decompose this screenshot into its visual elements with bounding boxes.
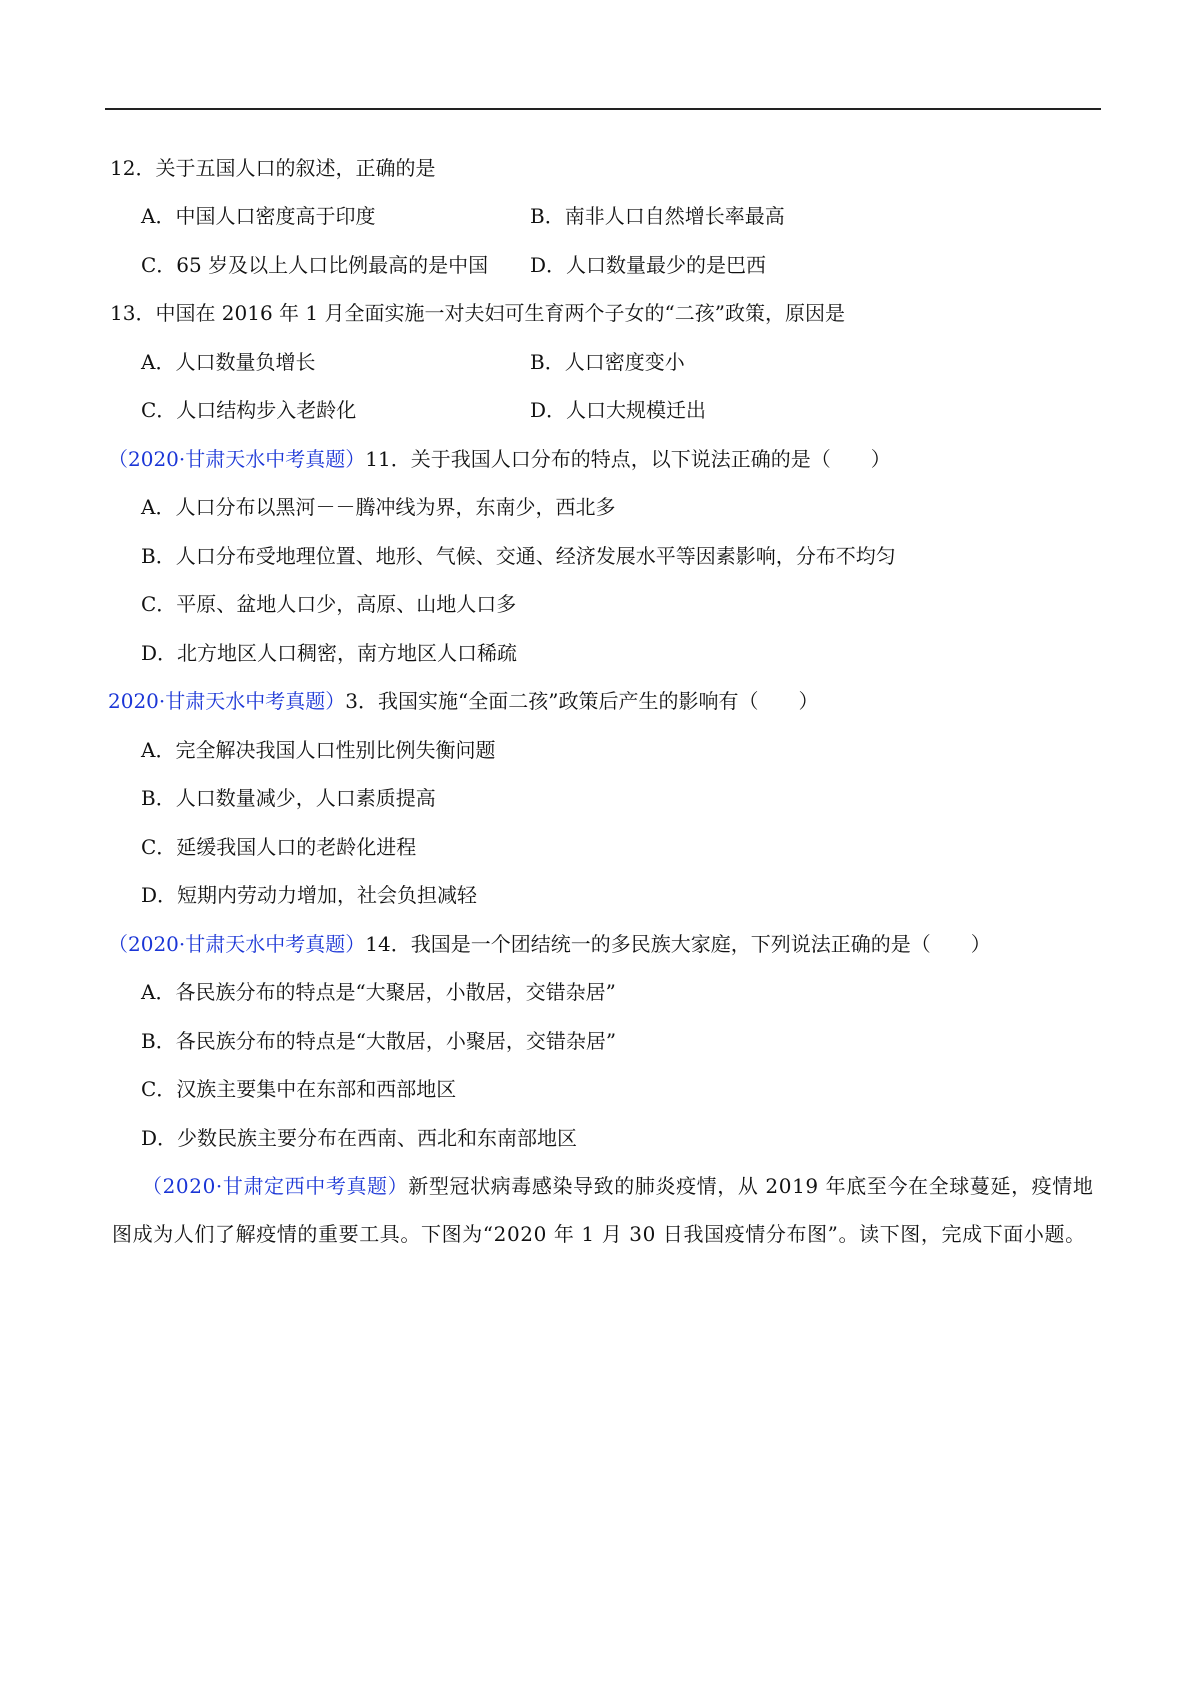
question-13-option-d: D．人口大规模迁出 bbox=[530, 398, 707, 422]
question-tianshui-11 bbox=[108, 446, 891, 472]
question-14-option-c: C．汉族主要集中在东部和西部地区 bbox=[141, 1077, 457, 1101]
question-12-option-d: D．人口数量最少的是巴西 bbox=[530, 253, 767, 277]
question-13-stem: 13．中国在 2016 年 1 月全面实施一对夫妇可生育两个子女的“二孩”政策，原因是 bbox=[110, 301, 845, 325]
question-13-option-c: C．人口结构步入老龄化 bbox=[141, 398, 357, 422]
question-11-option-c: C．平原、盆地人口少，高原、山地人口多 bbox=[141, 592, 517, 616]
question-stem: 14．我国是一个团结统一的多民族大家庭，下列说法正确的是（ ） bbox=[365, 932, 991, 956]
question-12-option-b: B．南非人口自然增长率最高 bbox=[530, 204, 785, 228]
question-11-option-b: B．人口分布受地理位置、地形、气候、交通、经济发展水平等因素影响，分布不均匀 bbox=[141, 544, 896, 568]
question-3-option-d: D．短期内劳动力增加，社会负担减轻 bbox=[141, 883, 478, 907]
question-12-option-c: C．65 岁及以上人口比例最高的是中国 bbox=[141, 253, 489, 277]
question-11-option-a: A．人口分布以黑河－－腾冲线为界，东南少，西北多 bbox=[141, 495, 616, 519]
question-14-option-d: D．少数民族主要分布在西南、西北和东南部地区 bbox=[141, 1126, 578, 1150]
question-source-label: （2020·甘肃天水中考真题） bbox=[108, 932, 366, 956]
question-tianshui-14 bbox=[108, 931, 991, 957]
question-12-stem: 12．关于五国人口的叙述，正确的是 bbox=[110, 156, 436, 180]
question-11-option-d: D．北方地区人口稠密，南方地区人口稀疏 bbox=[141, 641, 518, 665]
question-13-option-b: B．人口密度变小 bbox=[530, 350, 685, 374]
passage-dingxi bbox=[112, 1162, 1102, 1258]
question-tianshui-3 bbox=[108, 688, 818, 714]
question-12-option-a: A．中国人口密度高于印度 bbox=[141, 204, 376, 228]
question-3-option-b: B．人口数量减少，人口素质提高 bbox=[141, 786, 436, 810]
question-3-option-a: A．完全解决我国人口性别比例失衡问题 bbox=[141, 738, 496, 762]
question-13-option-a: A．人口数量负增长 bbox=[141, 350, 316, 374]
header-rule bbox=[105, 108, 1101, 110]
question-source-label: （2020·甘肃天水中考真题） bbox=[108, 447, 366, 471]
question-14-option-b: B．各民族分布的特点是“大散居，小聚居，交错杂居” bbox=[141, 1029, 617, 1053]
question-source-label: 2020·甘肃天水中考真题） bbox=[108, 689, 346, 713]
question-3-option-c: C．延缓我国人口的老龄化进程 bbox=[141, 835, 417, 859]
passage-text: 新型冠状病毒感染导致的肺炎疫情，从 2019 年底至今在全球蔓延，疫情地图成为人们了解疫情的重要工具。下图为“2020 年 1 月 30 日我国疫情分布图”。读下图，完成下面小题。 bbox=[112, 1174, 1094, 1246]
question-stem: 11．关于我国人口分布的特点，以下说法正确的是（ ） bbox=[365, 447, 891, 471]
passage-source-label: （2020·甘肃定西中考真题） bbox=[142, 1174, 409, 1198]
question-14-option-a: A．各民族分布的特点是“大聚居，小散居，交错杂居” bbox=[141, 980, 616, 1004]
question-stem: 3．我国实施“全面二孩”政策后产生的影响有（ ） bbox=[345, 689, 819, 713]
